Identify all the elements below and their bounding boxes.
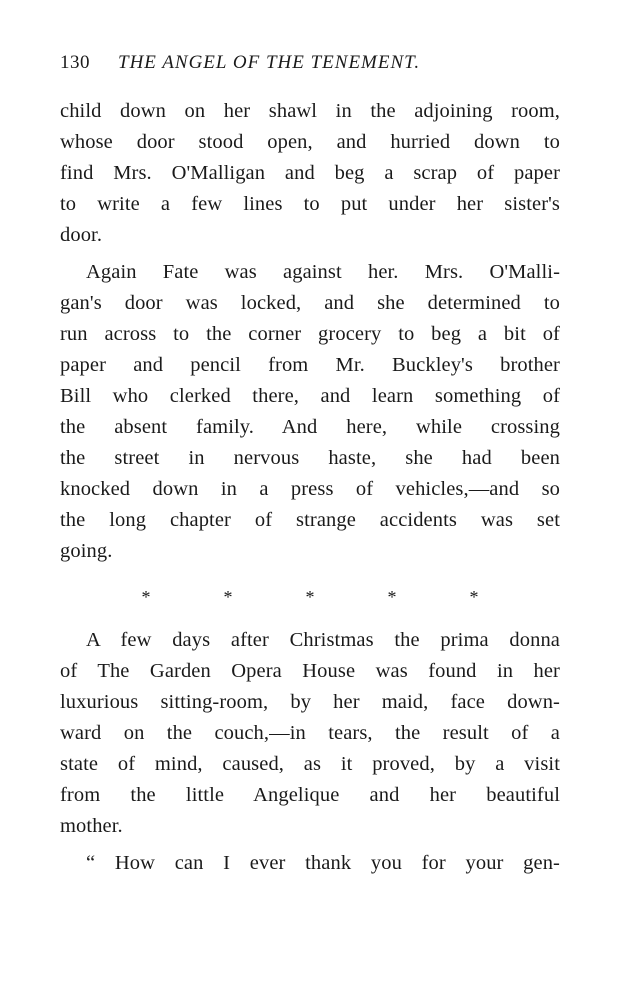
paragraph-3 [60,625,560,842]
text-line: the long chapter of strange accidents was set [60,509,560,531]
text-line: ward on the couch,—in tears, the result of a [60,722,560,744]
text-line: to write a few lines to put under her sister's [60,193,560,215]
section-break-star: * [305,587,315,607]
text-line: Bill who clerked there, and learn something of [60,385,560,407]
text-line: luxurious sitting-room, by her maid, face down- [60,691,560,713]
paragraph-2 [60,257,560,567]
text-line: whose door stood open, and hurried down to [60,131,560,153]
section-break-star: * [387,587,397,607]
running-title: THE ANGEL OF THE TENEMENT. [118,52,421,73]
section-break-star: * [223,587,233,607]
text-line: door. [60,224,103,246]
text-line: going. [60,540,113,562]
section-break-star: * [469,587,479,607]
text-line: “ How can I ever thank you for your gen- [86,852,560,874]
text-line: A few days after Christmas the prima donna [86,629,560,651]
section-break [140,581,480,613]
text-line: gan's door was locked, and she determined to [60,292,560,314]
text-line: paper and pencil from Mr. Buckley's brother [60,354,560,376]
text-line: knocked down in a press of vehicles,—and so [60,478,560,500]
paragraph-1 [60,96,560,251]
text-line: from the little Angelique and her beautiful [60,784,560,806]
text-line: the absent family. And here, while crossing [60,416,560,438]
text-line: find Mrs. O'Malligan and beg a scrap of paper [60,162,560,184]
text-line: child down on her shawl in the adjoining room, [60,100,560,122]
page-number: 130 [60,52,90,73]
text-line: the street in nervous haste, she had been [60,447,560,469]
text-line: run across to the corner grocery to beg a bit of [60,323,560,345]
running-head [60,50,560,76]
text-line: state of mind, caused, as it proved, by a visit [60,753,560,775]
text-line: of The Garden Opera House was found in her [60,660,560,682]
section-break-star: * [141,587,151,607]
text-line: Again Fate was against her. Mrs. O'Malli- [86,261,560,283]
paragraph-4 [60,848,560,879]
book-page [60,50,560,879]
text-line: mother. [60,815,123,837]
